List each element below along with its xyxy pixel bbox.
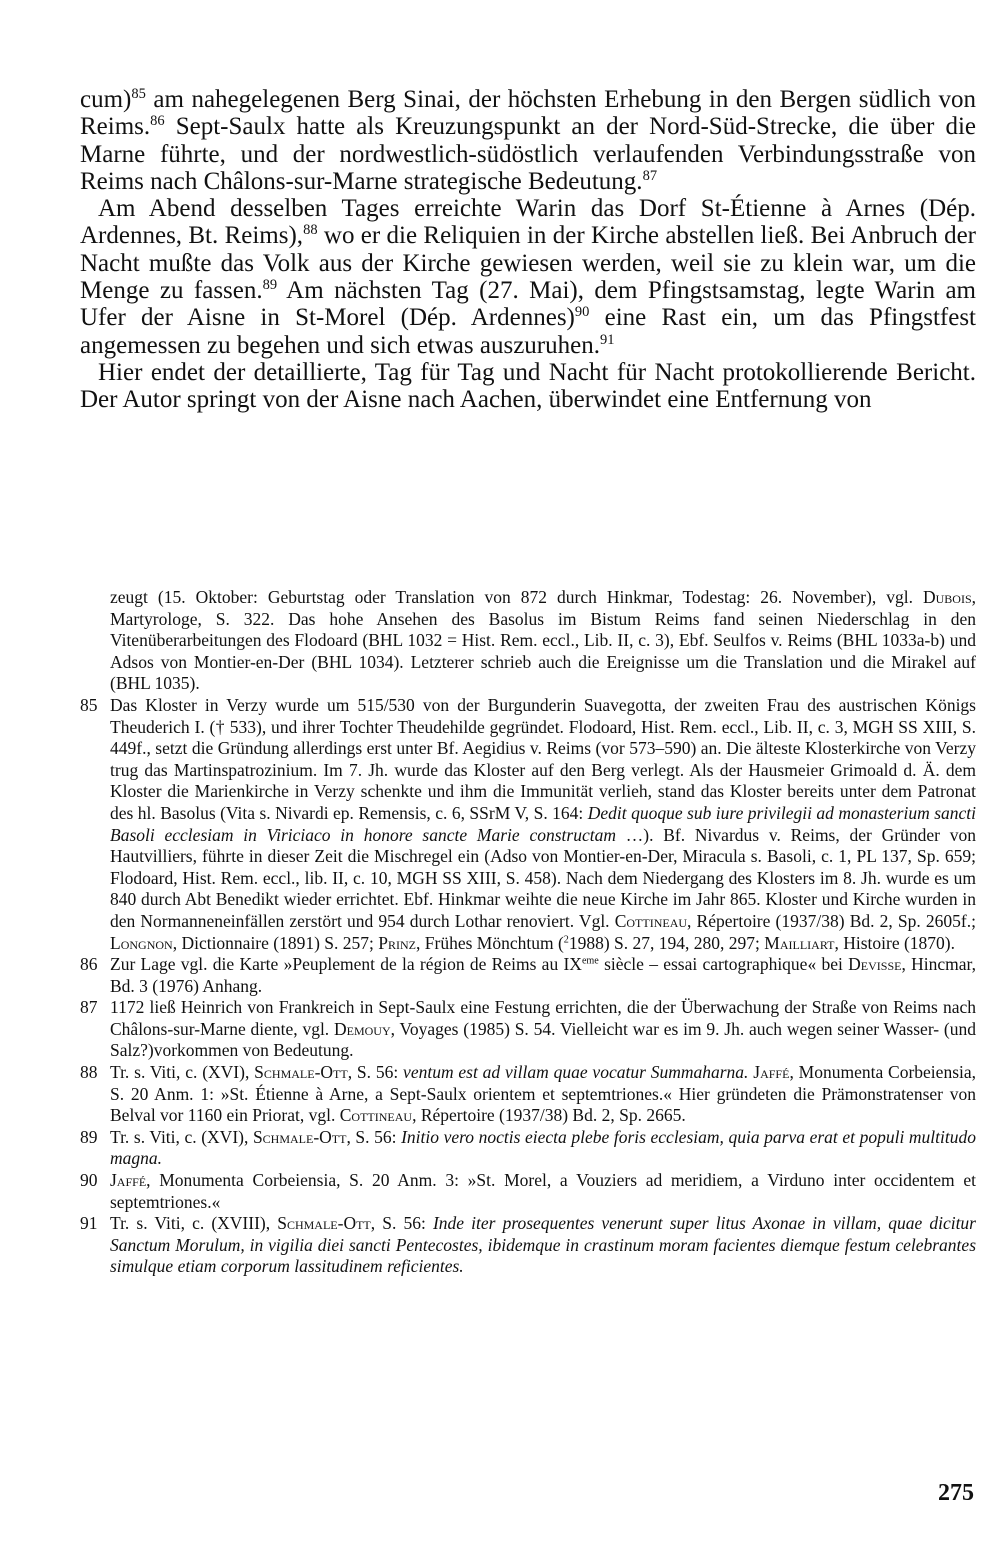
footnote-90 <box>80 1170 976 1213</box>
footnote-number: 89 <box>80 1126 98 1147</box>
footnote-text: 1172 ließ Heinrich von Frankreich in Sept-Saulx eine Festung errichten, die der Überwachung der Straße von Reims nach Châlons-sur-Marne diente, vgl. Demouy, Voyages (1985) S. 54. Vielleicht war es im 9. Jh. auch wegen seiner Wasser- (und Salz?)vorkommen von Bedeutung. <box>110 997 976 1061</box>
footnote-text: Tr. s. Viti, c. (XVI), Schmale-Ott, S. 56: ventum est ad villam quae vocatur Summaharna. Jaffé, Monumenta Corbeiensia, S. 20 Anm. 1: »St. Étienne à Arne, a Sept-Saulx orientem et septemtriones.« Hier gründeten die Prämonstratenser von Belval vor 1160 ein Priorat, vgl. Cottineau, Répertoire (1937/38) Bd. 2, Sp. 2665. <box>110 1062 977 1126</box>
footnote-ref-88[interactable]: 88 <box>303 222 318 239</box>
footnote-text: Jaffé, Monumenta Corbeiensia, S. 20 Anm. 3: »St. Morel, a Vouziers ad meridiem, a Virduno inter occidentem et septemtriones.« <box>110 1170 976 1212</box>
footnote-89 <box>80 1127 976 1170</box>
footnote-text: Das Kloster in Verzy wurde um 515/530 von der Burgunderin Suavegotta, der zweiten Frau des austrischen Königs Theuderich I. († 533), und ihrer Tochter Theudehilde gegründet. Flodoard, Hist. Rem. eccl., Lib. II, c. 3, MGH SS XIII, S. 449f., setzt die Gründung allerdings erst unter Bf. Aegidius v. Reims (vor 573–590) an. Die älteste Klosterkirche von Verzy trug das Martinspatrozinium. Im 7. Jh. wurde das Kloster auf den Berg verlegt. Als der Hausmeier Grimoald d. Ä. dem Kloster die Marienkirche in Verzy schenkte und ihm die Immunität verlieh, stand das Kloster bereits unter dem Patronat des hl. Basolus (Vita s. Nivardi ep. Remensis, c. 6, SSrM V, S. 164: Dedit quoque sub iure privilegii ad monasterium sancti Basoli ecclesiam in Viriciaco in honore sancte Marie constructam …). Bf. Nivardus v. Reims, der Gründer von Hautvilliers, führte in dieser Zeit die Mischregel ein (Adso von Montier-en-Der, Miracula s. Basoli, c. 1, PL 137, Sp. 659; Flodoard, Hist. Rem. eccl., lib. II, c. 10, MGH SS XIII, S. 458). Nach dem Niedergang des Klosters im 8. Jh. wurde es um 840 durch Abt Benedikt wieder errichtet. Ebf. Hinkmar weihte die neue Kirche im Jahr 865. Kloster und Kirche wurden in den Normanneneinfällen zerstört und 954 durch Lothar renoviert. Vgl. Cottineau, Répertoire (1937/38) Bd. 2, Sp. 2605f.; Longnon, Dictionnaire (1891) S. 257; Prinz, Frühes Mönchtum ($^2$1988) S. 27, 194, 280, 297; Mailliart, Histoire (1870). <box>110 694 976 953</box>
footnote-text: Zur Lage vgl. die Karte »Peuplement de la région de Reims au IXeme siècle – essai cartographique« bei Devisse, Hincmar, Bd. 3 (1976) Anhang. <box>110 954 976 996</box>
footnote-ref-89[interactable]: 89 <box>262 277 278 294</box>
footnote-86 <box>80 954 976 997</box>
footnote-ref-90[interactable]: 90 <box>574 304 590 321</box>
footnote-91 <box>80 1213 976 1278</box>
footnote-number: 87 <box>80 997 98 1018</box>
footnote-text: Tr. s. Viti, c. (XVIII), Schmale-Ott, S. 56: Inde iter prosequentes venerunt super litus Axonae in villam, quae dicitur Sanctum Morulum, in vigilia diei sancti Pentecostes, ibidemque in crastinum moram facientes diemque festum celebrantes simulque etiam corporum lassitudinem reficientes. <box>110 1213 976 1277</box>
paragraph-1: cum)$^{85}$ am nahegelegenen Berg Sinai, der höchsten Erhebung in den Bergen südlich von Reims.$^{86}$ Sept-Saulx hatte als Kreuzungspunkt an der Nord-Süd-Strecke, die über die Marne führte, und der nordwestlich-südöstlich verlaufenden Verbindungsstraße von Reims nach Châlons-sur-Marne strategische Bedeutung.$^{87}$ <box>80 86 976 195</box>
page-number: 275 <box>938 1480 974 1506</box>
footnote-87 <box>80 997 976 1062</box>
footnote-ref-91[interactable]: 91 <box>599 331 615 348</box>
footnote-88 <box>80 1062 976 1127</box>
footnotes <box>80 587 976 1278</box>
main-text <box>80 86 976 414</box>
footnote-number: 86 <box>80 954 98 975</box>
footnote-continuation: zeugt (15. Oktober: Geburtstag oder Translation von 872 durch Hinkmar, Todestag: 26. November), vgl. Dubois, Martyrologe, S. 322. Das hohe Ansehen des Basolus im Bistum Reims fand seinen Niederschlag in den Vitenüberarbeitungen des Flodoard (BHL 1032 = Hist. Rem. eccl., Lib. II, c. 3), Ebf. Seulfos v. Reims (BHL 1033a-b) und Adsos von Montier-en-Der (BHL 1034). Letzterer schrieb auch die Ereignisse um die Translation und die Mirakel auf (BHL 1035). <box>110 587 976 694</box>
footnote-number: 91 <box>80 1213 98 1234</box>
footnote-text: Tr. s. Viti, c. (XVI), Schmale-Ott, S. 56: Initio vero noctis eiecta plebe foris ecclesiam, quia parva erat et populi multitudo magna. <box>110 1126 976 1169</box>
footnote-ref-86[interactable]: 86 <box>150 113 165 130</box>
footnote-85 <box>80 695 976 954</box>
paragraph-3: Hier endet der detaillierte, Tag für Tag und Nacht für Nacht protokollierende Bericht. Der Autor springt von der Aisne nach Aachen, überwindet eine Entfernung von <box>80 358 976 414</box>
footnote-ref-87[interactable]: 87 <box>642 167 658 184</box>
footnote-number: 90 <box>80 1170 98 1191</box>
footnote-number: 88 <box>80 1062 98 1083</box>
paragraph-2: Am Abend desselben Tages erreichte Warin das Dorf St-Étienne à Arnes (Dép. Ardennes, Bt. Reims),$^{88}$ wo er die Reliquien in der Kirche abstellen ließ. Bei Anbruch der Nacht mußte das Volk aus der Kirche gewiesen werden, weil sie zu klein war, um die Menge zu fassen.$^{89}$ Am nächsten Tag (27. Mai), dem Pfingstsamstag, legte Warin am Ufer der Aisne in St-Morel (Dép. Ardennes)$^{90}$ eine Rast ein, um das Pfingstfest angemessen zu begehen und sich etwas auszuruhen.$^{91}$ <box>80 195 977 359</box>
footnote-number: 85 <box>80 694 98 715</box>
footnote-ref-85[interactable]: 85 <box>131 86 146 103</box>
